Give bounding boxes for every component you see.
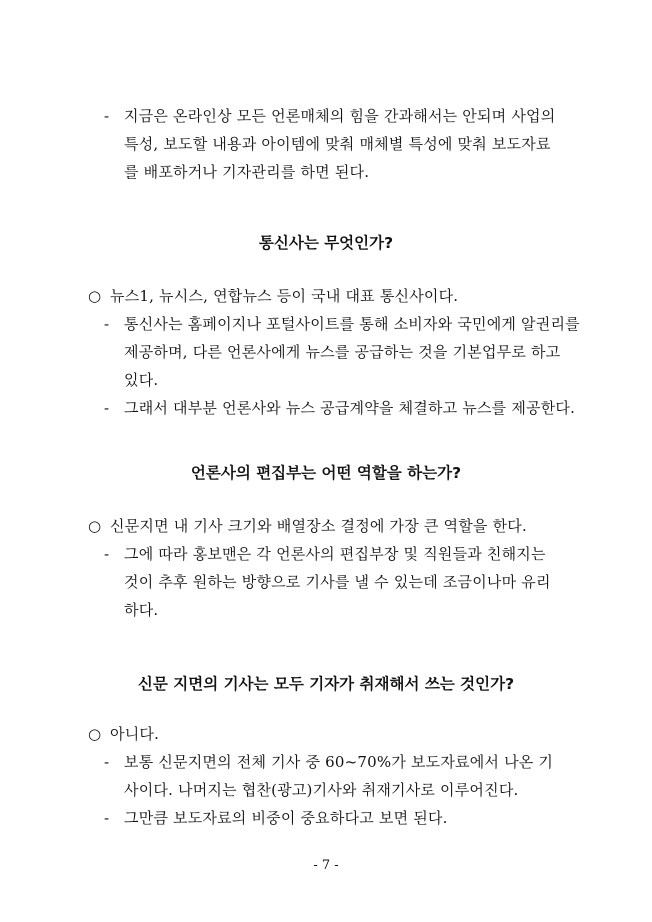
main-text: 뉴스1, 뉴시스, 연합뉴스 등이 국내 대표 통신사이다. [110, 287, 459, 305]
main-bullet: ○ [88, 287, 102, 305]
page-number: - 7 - [313, 858, 339, 873]
main-bullet: ○ [88, 517, 102, 535]
main-bullet: ○ [88, 725, 102, 743]
sub-bullet: - [104, 545, 110, 563]
sub-line: 보통 신문지면의 전체 기사 중 60~70%가 보도자료에서 나온 기 [124, 753, 554, 771]
intro-line: 특성, 보도할 내용과 아이템에 맞춰 매체별 특성에 맞춰 보도자료 [124, 135, 551, 153]
sub-line: 그만큼 보도자료의 비중이 중요하다고 보면 된다. [124, 809, 448, 827]
intro-bullet: - [104, 107, 110, 125]
main-text: 아니다. [110, 725, 160, 743]
sub-line: 것이 추후 원하는 방향으로 기사를 낼 수 있는데 조금이나마 유리 [124, 573, 551, 591]
intro-line: 지금은 온라인상 모든 언론매체의 힘을 간과해서는 안되며 사업의 [124, 107, 556, 125]
intro-line: 를 배포하거나 기자관리를 하면 된다. [124, 163, 370, 181]
sub-line: 사이다. 나머지는 협찬(광고)기사와 취재기사로 이루어진다. [124, 781, 519, 799]
section-heading: 언론사의 편집부는 어떤 역할을 하는가? [190, 464, 462, 482]
sub-bullet: - [104, 809, 110, 827]
sub-line: 하다. [124, 601, 159, 619]
sub-line: 그래서 대부분 언론사와 뉴스 공급계약을 체결하고 뉴스를 제공한다. [124, 399, 576, 417]
sub-bullet: - [104, 753, 110, 771]
sub-line: 통신사는 홈페이지나 포털사이트를 통해 소비자와 국민에게 알권리를 [124, 315, 580, 333]
section-heading: 통신사는 무엇인가? [258, 234, 394, 252]
sub-line: 그에 따라 홍보맨은 각 언론사의 편집부장 및 직원들과 친해지는 [124, 545, 546, 563]
sub-bullet: - [104, 315, 110, 333]
sub-line: 제공하며, 다른 언론사에게 뉴스를 공급하는 것을 기본업무로 하고 [124, 343, 561, 361]
sub-line: 있다. [124, 371, 159, 389]
main-text: 신문지면 내 기사 크기와 배열장소 결정에 가장 큰 역할을 한다. [110, 517, 527, 535]
sub-bullet: - [104, 399, 110, 417]
section-heading: 신문 지면의 기사는 모두 기자가 취재해서 쓰는 것인가? [137, 675, 515, 693]
